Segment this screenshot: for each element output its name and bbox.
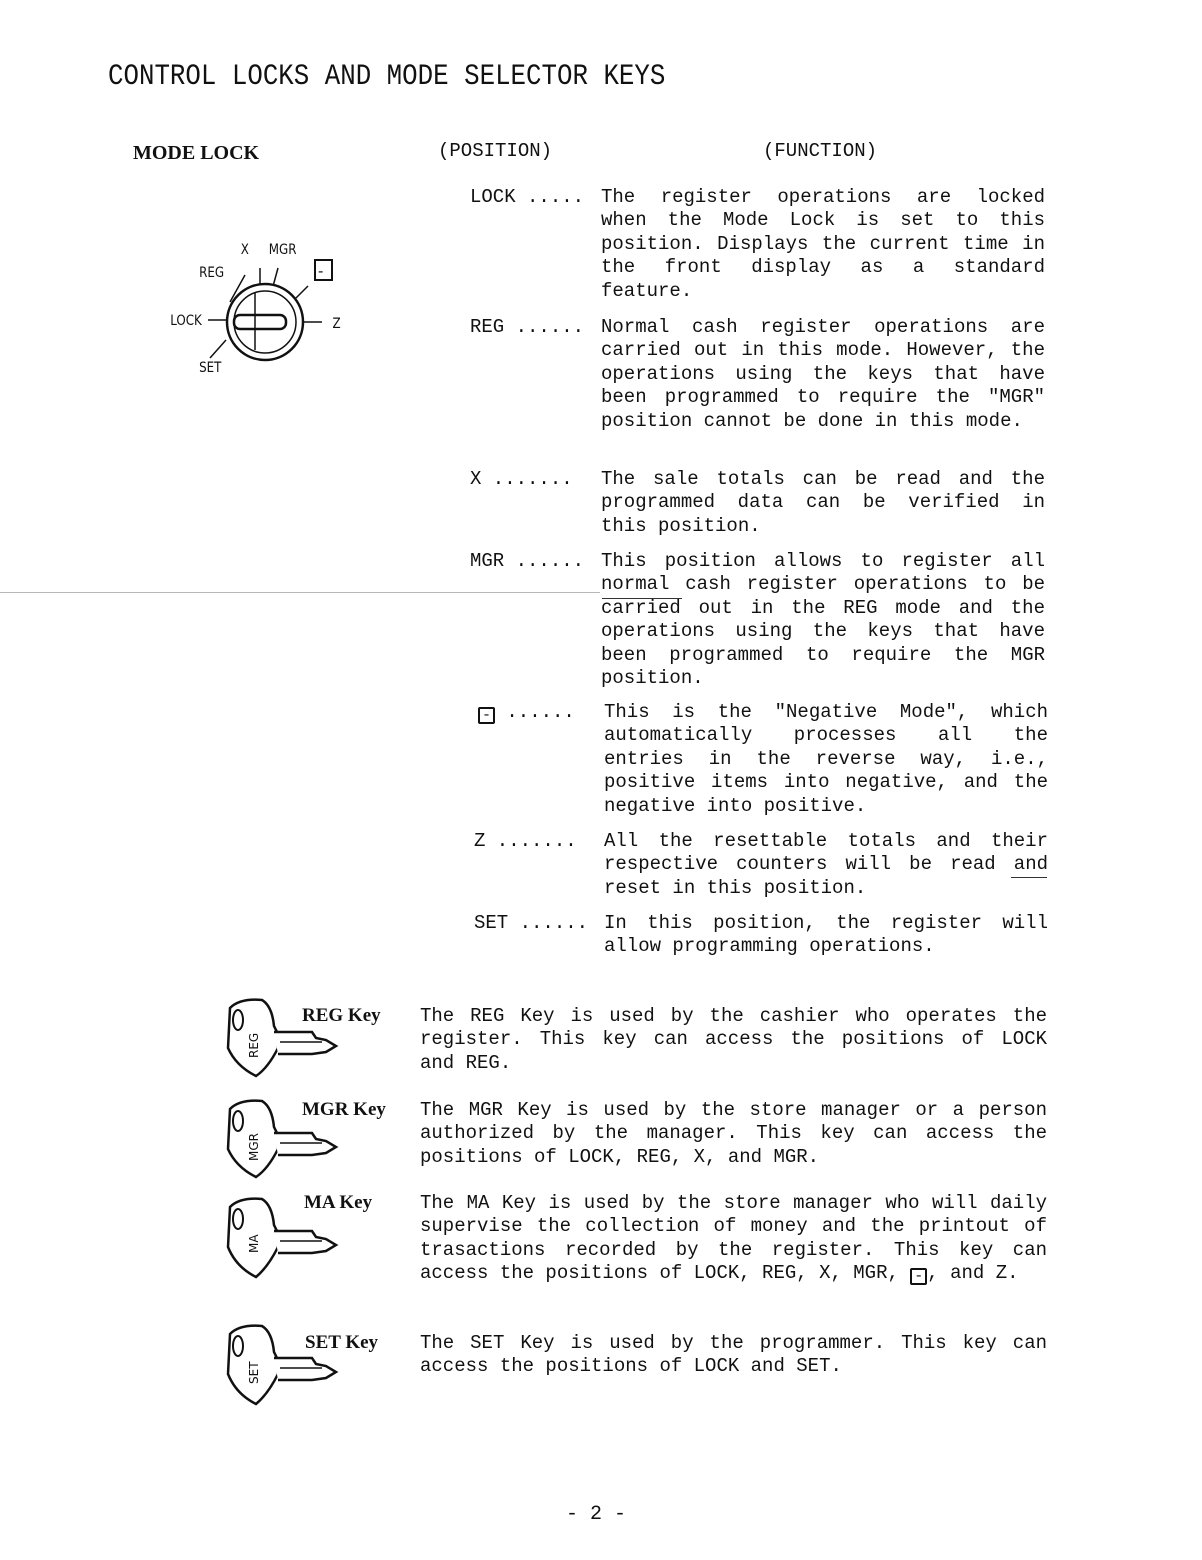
- reg-key-description: The REG Key is used by the cashier who operates the register. This key can access the positions of LOCK and REG.: [420, 1005, 1047, 1074]
- ma-key-description-tail: , and Z.: [927, 1262, 1019, 1285]
- dial-label-lock: LOCK: [170, 313, 202, 330]
- mgr-key-description: The MGR Key is used by the store manager or a person authorized by the manager. This key can access the positions of LOCK, REG, X, and MGR.: [420, 1099, 1047, 1168]
- position-desc-z: All the resettable totals and their respective counters will be read and reset in this position.: [604, 830, 1048, 899]
- position-desc-mgr: This position allows to register all normal cash register operations to be carried out in the REG mode and the operations using the keys that have been programmed to require the MGR position.: [601, 550, 1045, 690]
- position-desc-negative: This is the "Negative Mode", which automatically processes all the entries in the reverse way, i.e., positive items into negative, and the negative into positive.: [604, 701, 1048, 817]
- position-desc-reg: Normal cash register operations are carried out in this mode. However, the operations using the keys that have been programmed to require the "MGR" position cannot be done in this mode.: [601, 316, 1045, 432]
- position-label-lock: LOCK .....: [470, 186, 585, 208]
- mgr-key-name: MGR Key: [302, 1099, 386, 1120]
- position-desc-set: In this position, the register will allow programming operations.: [604, 912, 1048, 958]
- mode-lock-heading: MODE LOCK: [133, 142, 260, 164]
- mgr-key-icon-label: MGR: [247, 1133, 261, 1161]
- ma-key-description-text: The MA Key is used by the store manager who will daily supervise the collection of money and the printout of trasactions recorded by the register. This key can access the positions of LOCK, REG, X, MGR,: [420, 1192, 1047, 1285]
- dial-negative-symbol: -: [318, 262, 324, 280]
- set-key-icon-label: SET: [247, 1361, 261, 1384]
- dial-label-mgr: MGR: [268, 242, 297, 259]
- position-label-z: Z .......: [474, 830, 577, 852]
- set-key-name: SET Key: [305, 1332, 379, 1353]
- function-column-header: (FUNCTION): [763, 140, 878, 162]
- lock-key-slot: [234, 315, 286, 329]
- reg-key-icon-label: REG: [247, 1032, 261, 1058]
- position-label-negative-dots: ......: [495, 701, 575, 723]
- set-key-description: The SET Key is used by the programmer. This key can access the positions of LOCK and SET.: [420, 1332, 1047, 1378]
- negative-mode-symbol: -: [478, 707, 495, 724]
- underline-mark: [602, 598, 682, 599]
- ma-key-icon-label: MA: [247, 1234, 261, 1253]
- dial-label-set: SET: [199, 360, 222, 377]
- position-label-reg: REG ......: [470, 316, 585, 338]
- dial-label-x: X: [240, 242, 249, 259]
- position-label-negative: [478, 701, 575, 724]
- ma-key-name: MA Key: [304, 1192, 373, 1213]
- dial-label-z: Z: [332, 316, 341, 333]
- negative-mode-symbol: -: [910, 1268, 927, 1285]
- mode-lock-dial-diagram: [160, 230, 360, 380]
- reg-key-name: REG Key: [302, 1005, 381, 1026]
- position-label-x: X .......: [470, 468, 573, 490]
- page-title: CONTROL LOCKS AND MODE SELECTOR KEYS: [108, 60, 666, 94]
- page-number: - 2 -: [566, 1503, 627, 1526]
- position-label-mgr: MGR ......: [470, 550, 585, 572]
- position-desc-lock: The register operations are locked when the Mode Lock is set to this position. Displays the current time in the front display as a standard feature.: [601, 186, 1045, 302]
- dial-label-reg: REG: [199, 265, 225, 282]
- ma-key-description: [420, 1192, 1047, 1286]
- position-label-set: SET ......: [474, 912, 589, 934]
- position-desc-x: The sale totals can be read and the programmed data can be verified in this position.: [601, 468, 1045, 537]
- underline-mark: [1011, 877, 1047, 878]
- scan-artifact-line: [0, 592, 600, 593]
- position-column-header: (POSITION): [438, 140, 553, 162]
